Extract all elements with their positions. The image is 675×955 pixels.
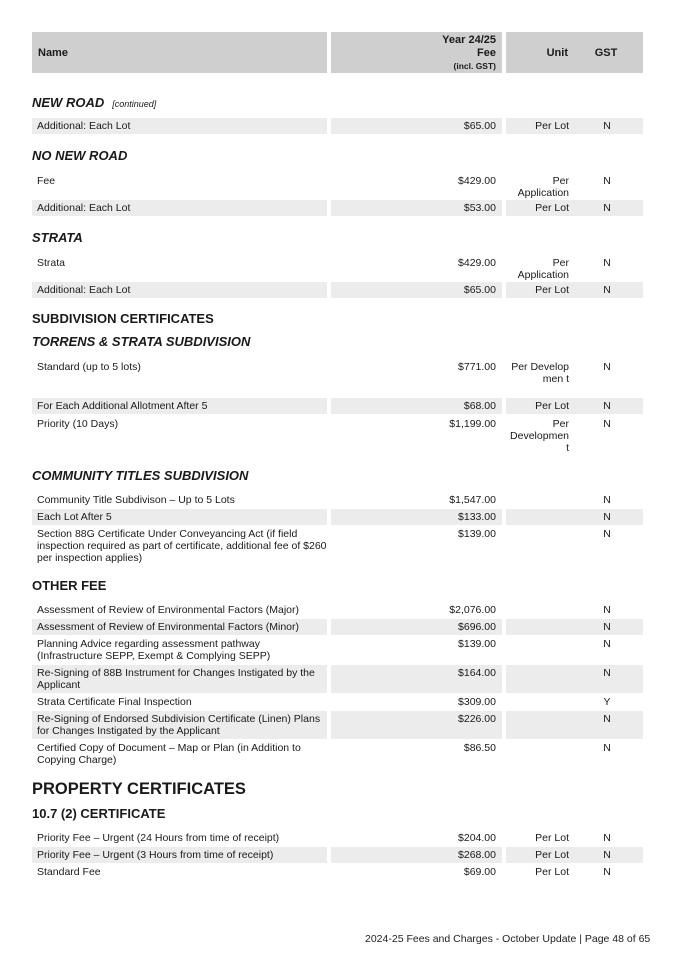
header-fee-line2: Fee: [477, 47, 496, 59]
table-row: [32, 665, 643, 693]
table-row: [32, 526, 643, 566]
section-property-certificates: PROPERTY CERTIFICATES: [32, 780, 246, 798]
header-fee: [331, 32, 502, 73]
row-gst: N: [603, 202, 611, 214]
row-gst: N: [603, 175, 611, 187]
row-name: For Each Additional Allotment After 5: [32, 398, 327, 414]
table-row: [32, 492, 643, 508]
row-name: Planning Advice regarding assessment pathway (Infrastructure SEPP, Exempt & Complying SEPP): [37, 638, 271, 662]
table-row: [32, 711, 643, 739]
row-unit: Per Lot: [535, 832, 569, 844]
table-row: [32, 509, 643, 525]
table-row: [32, 636, 643, 664]
table-row: [32, 359, 643, 387]
row-fee: $429.00: [458, 175, 496, 187]
row-unit: Per Lot: [535, 400, 569, 412]
section-note: [continued]: [112, 99, 157, 109]
row-gst: Y: [603, 696, 611, 708]
header-name: Name: [32, 32, 327, 73]
row-gst: N: [603, 418, 611, 430]
row-unit: [506, 713, 569, 737]
row-name: Priority Fee – Urgent (3 Hours from time of receipt): [32, 847, 327, 863]
row-name: Fee: [37, 175, 56, 187]
table-row: [32, 200, 643, 216]
row-name: Re-Signing of 88B Instrument for Changes Instigated by the Applicant: [32, 665, 327, 693]
page-footer: 2024-25 Fees and Charges - October Update | Page 48 of 65: [365, 933, 651, 945]
row-unit: [506, 667, 569, 691]
row-unit: Per Lot: [535, 849, 569, 861]
table-row: [32, 173, 643, 201]
row-gst: N: [603, 849, 611, 861]
table-row: [32, 830, 643, 846]
row-name: Additional: Each Lot: [32, 118, 327, 134]
row-gst: N: [603, 284, 611, 296]
row-unit: [506, 621, 569, 633]
row-unit: [506, 511, 569, 523]
row-name: Community Title Subdivison – Up to 5 Lots: [37, 494, 235, 506]
row-gst: N: [603, 832, 611, 844]
header-unit: Unit: [546, 46, 568, 59]
section-strata: STRATA: [32, 230, 83, 245]
row-fee: $1,199.00: [449, 418, 496, 430]
row-name: Strata Certificate Final Inspection: [37, 696, 192, 708]
row-fee: $771.00: [458, 361, 496, 373]
row-gst: N: [603, 528, 611, 540]
table-row: [32, 255, 643, 283]
section-other-fee: OTHER FEE: [32, 578, 107, 593]
section-torrens-strata: TORRENS & STRATA SUBDIVISION: [32, 334, 251, 349]
table-row: [32, 740, 643, 768]
row-gst: N: [603, 361, 611, 373]
table-row: [32, 864, 643, 880]
row-unit: [506, 638, 569, 662]
row-gst: N: [603, 257, 611, 269]
row-fee: $65.00: [331, 118, 502, 134]
row-fee: $226.00: [331, 711, 502, 739]
row-fee: $2,076.00: [449, 604, 496, 616]
row-name: Strata: [37, 257, 66, 269]
header-gst: GST: [594, 46, 618, 59]
row-unit: Per Lot: [535, 202, 569, 214]
row-fee: $429.00: [458, 257, 496, 269]
table-row: [32, 847, 643, 863]
table-row: [32, 282, 643, 298]
row-unit: Per Lot: [535, 866, 569, 878]
section-title: NEW ROAD: [32, 95, 105, 110]
row-unit: [506, 494, 569, 506]
row-fee: $204.00: [458, 832, 496, 844]
section-no-new-road: NO NEW ROAD: [32, 148, 128, 163]
row-name: Priority Fee – Urgent (24 Hours from time of receipt): [37, 832, 280, 844]
row-name: Additional: Each Lot: [32, 282, 327, 298]
row-gst: N: [603, 120, 611, 132]
row-unit: [506, 604, 569, 616]
row-name: Re-Signing of Endorsed Subdivision Certificate (Linen) Plans for Changes Instigated by the Applicant: [32, 711, 327, 739]
row-fee: $86.50: [463, 742, 496, 754]
row-name: Standard (up to 5 lots): [37, 361, 141, 373]
table-row: [32, 398, 643, 414]
row-unit: Per Application: [517, 175, 569, 199]
row-fee: $309.00: [458, 696, 496, 708]
section-new-road: [32, 95, 156, 110]
row-name: Priority (10 Days): [37, 418, 119, 430]
row-unit: Per Application: [517, 257, 569, 281]
table-header: [32, 32, 643, 73]
row-unit: Per Developmen t: [510, 418, 569, 454]
row-gst: N: [603, 638, 611, 650]
row-gst: N: [603, 400, 611, 412]
row-name: Each Lot After 5: [32, 509, 327, 525]
row-name: Assessment of Review of Environmental Factors (Major): [37, 604, 300, 616]
row-unit: [506, 528, 569, 564]
row-unit: Per Lot: [535, 120, 569, 132]
row-fee: $53.00: [331, 200, 502, 216]
table-row: [32, 416, 643, 456]
row-unit: [506, 696, 569, 708]
row-name: Assessment of Review of Environmental Factors (Minor): [32, 619, 327, 635]
row-name: Certified Copy of Document – Map or Plan (in Addition to Copying Charge): [37, 742, 301, 766]
row-fee: $69.00: [463, 866, 496, 878]
row-fee: $696.00: [331, 619, 502, 635]
row-fee: $164.00: [331, 665, 502, 693]
row-gst: N: [603, 667, 611, 679]
row-fee: $65.00: [331, 282, 502, 298]
row-gst: N: [603, 494, 611, 506]
table-row: [32, 619, 643, 635]
row-gst: N: [603, 511, 611, 523]
row-gst: N: [603, 742, 611, 754]
row-name: Additional: Each Lot: [32, 200, 327, 216]
header-unit-gst: [506, 32, 643, 73]
table-row: [32, 602, 643, 618]
table-row: [32, 118, 643, 134]
row-name: Standard Fee: [37, 866, 101, 878]
row-name: Section 88G Certificate Under Conveyancing Act (if field inspection required as part of certificate, additional fee of $260 per inspection applies): [37, 528, 327, 564]
header-fee-line3: (incl. GST): [453, 61, 496, 71]
row-gst: N: [603, 713, 611, 725]
row-fee: $139.00: [458, 528, 496, 540]
section-subdivision-certificates: SUBDIVISION CERTIFICATES: [32, 311, 214, 326]
row-gst: N: [603, 604, 611, 616]
section-community-titles: COMMUNITY TITLES SUBDIVISION: [32, 468, 249, 483]
table-row: [32, 694, 643, 710]
header-fee-line1: Year 24/25: [442, 34, 496, 46]
row-gst: N: [603, 621, 611, 633]
row-unit: Per Developmen t: [511, 361, 569, 385]
row-unit: Per Lot: [535, 284, 569, 296]
row-fee: $68.00: [331, 398, 502, 414]
row-fee: $268.00: [331, 847, 502, 863]
row-fee: $133.00: [331, 509, 502, 525]
row-fee: $139.00: [458, 638, 496, 650]
row-gst: N: [603, 866, 611, 878]
row-unit: [506, 742, 569, 766]
row-fee: $1,547.00: [449, 494, 496, 506]
section-10-7-certificate: 10.7 (2) CERTIFICATE: [32, 806, 166, 821]
